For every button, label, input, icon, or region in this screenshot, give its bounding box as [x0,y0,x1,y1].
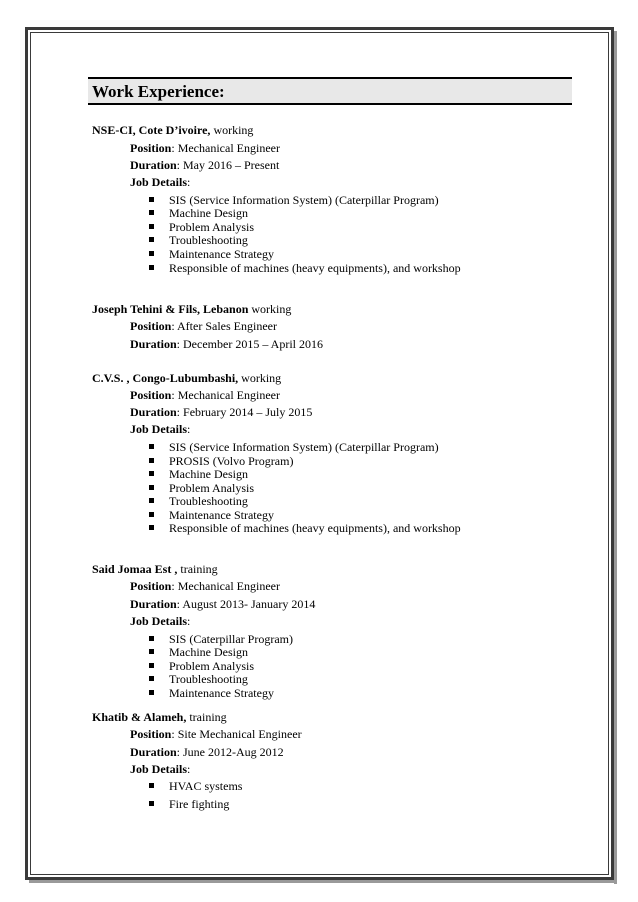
job-heading [92,371,281,386]
position-line: Position: Mechanical Engineer [130,579,280,593]
position-value: Site Mechanical Engineer [177,727,302,741]
section-title: Work Experience: [92,82,225,101]
bullet-icon [149,485,154,490]
list-item-text: Machine Design [169,206,248,220]
job-details-line: Job Details: [130,614,191,628]
list-item-text: Responsible of machines (heavy equipments), and workshop [169,521,461,535]
bullet-icon [149,525,154,530]
position-label: Position [130,727,172,741]
duration-line: Duration: May 2016 – Present [130,158,280,172]
frame-shadow-right [614,31,617,884]
duration-line: Duration: August 2013- January 2014 [130,597,316,611]
list-item-text: SIS (Service Information System) (Caterpillar Program) [169,193,439,207]
position-value: After Sales Engineer [177,319,277,333]
frame-shadow-bottom [29,880,617,883]
list-item-text: Troubleshooting [169,494,248,508]
job-details-label: Job Details [130,762,187,776]
list-item-text: Machine Design [169,645,248,659]
duration-label: Duration [130,745,177,759]
duration-value: August 2013- January 2014 [182,597,316,611]
bullet-icon [149,471,154,476]
duration-label: Duration [130,337,177,351]
bullet-icon [149,237,154,242]
list-item-text: Problem Analysis [169,659,255,673]
position-label: Position [130,388,172,402]
duration-label: Duration [130,158,177,172]
duration-label: Duration [130,405,177,419]
position-value: Mechanical Engineer [177,141,280,155]
job-type: training [189,710,227,724]
position-label: Position [130,319,172,333]
position-value: Mechanical Engineer [177,388,280,402]
list-item-text: Machine Design [169,467,248,481]
position-value: Mechanical Engineer [177,579,280,593]
duration-value: May 2016 – Present [183,158,280,172]
job-details-label: Job Details [130,175,187,189]
bullet-icon [149,197,154,202]
job-heading [92,710,227,725]
list-item-text: SIS (Caterpillar Program) [169,632,293,646]
list-item-text: HVAC systems [169,779,243,793]
position-line: Position: Mechanical Engineer [130,141,280,155]
list-item-text: Troubleshooting [169,233,248,247]
bullet-icon [149,676,154,681]
bullet-icon [149,512,154,517]
position-line: Position: After Sales Engineer [130,319,277,333]
job-details-line: Job Details: [130,175,191,189]
list-item-text: Maintenance Strategy [169,686,274,700]
job-type: working [241,371,282,385]
job-details-label: Job Details [130,422,187,436]
position-label: Position [130,141,172,155]
list-item-text: Fire fighting [169,797,230,811]
duration-line: Duration: February 2014 – July 2015 [130,405,313,419]
position-label: Position [130,579,172,593]
list-item-text: Troubleshooting [169,672,248,686]
bullet-icon [149,498,154,503]
bullet-icon [149,251,154,256]
duration-line: Duration: June 2012-Aug 2012 [130,745,284,759]
job-heading [92,562,218,577]
section-header [88,77,572,105]
job-type: working [251,302,292,316]
company-name: C.V.S. , Congo-Lubumbashi, [92,371,239,385]
company-name: NSE-CI, Cote D’ivoire, [92,123,211,137]
company-name: Joseph Tehini & Fils, Lebanon [92,302,249,316]
bullet-icon [149,649,154,654]
duration-label: Duration [130,597,177,611]
duration-value: February 2014 – July 2015 [183,405,313,419]
company-name: Said Jomaa Est , [92,562,178,576]
list-item-text: Problem Analysis [169,481,255,495]
bullet-icon [149,265,154,270]
bullet-icon [149,210,154,215]
bullet-icon [149,224,154,229]
list-item-text: SIS (Service Information System) (Caterpillar Program) [169,440,439,454]
bullet-icon [149,444,154,449]
job-type: working [213,123,254,137]
duration-value: June 2012-Aug 2012 [183,745,284,759]
list-item-text: Maintenance Strategy [169,247,274,261]
position-line: Position: Site Mechanical Engineer [130,727,302,741]
job-heading [92,302,291,317]
bullet-icon [149,783,154,788]
job-details-line: Job Details: [130,422,191,436]
bullet-icon [149,636,154,641]
duration-value: December 2015 – April 2016 [183,337,323,351]
position-line: Position: Mechanical Engineer [130,388,280,402]
job-heading [92,123,253,138]
duration-line: Duration: December 2015 – April 2016 [130,337,323,351]
bullet-icon [149,690,154,695]
bullet-icon [149,458,154,463]
job-details-label: Job Details [130,614,187,628]
list-item-text: Responsible of machines (heavy equipments), and workshop [169,261,461,275]
list-item-text: PROSIS (Volvo Program) [169,454,294,468]
job-type: training [180,562,218,576]
list-item-text: Maintenance Strategy [169,508,274,522]
bullet-icon [149,801,154,806]
bullet-icon [149,663,154,668]
list-item-text: Problem Analysis [169,220,255,234]
job-details-line: Job Details: [130,762,191,776]
company-name: Khatib & Alameh, [92,710,187,724]
